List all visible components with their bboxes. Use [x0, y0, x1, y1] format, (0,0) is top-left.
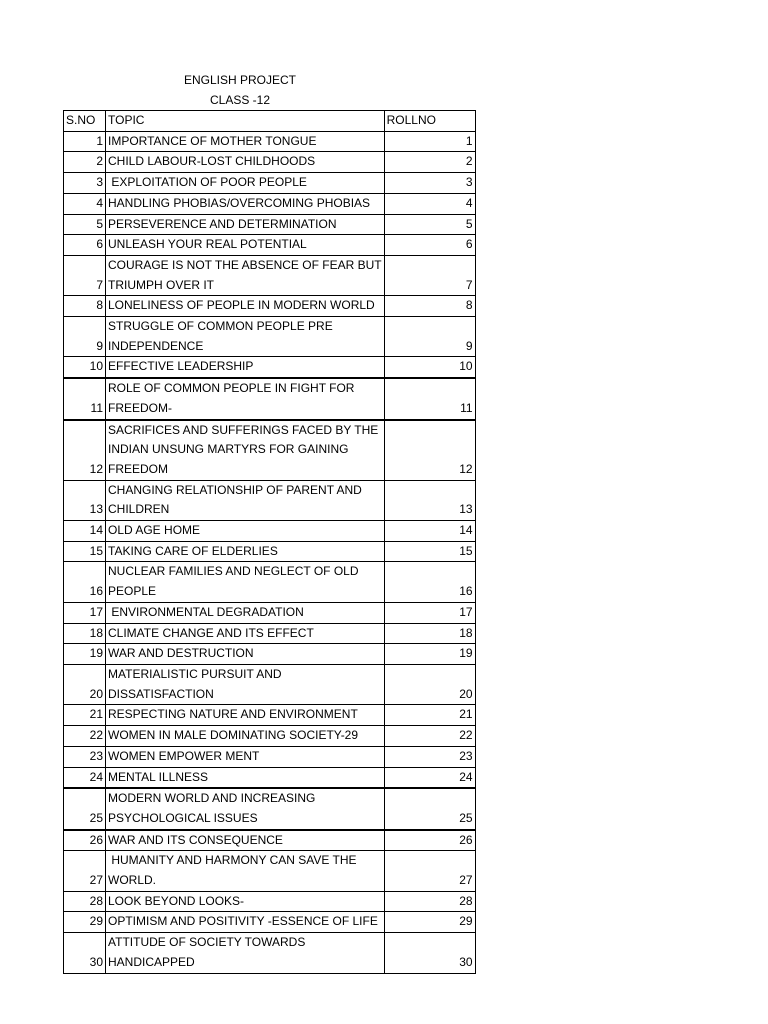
- topic-line: LOOK BEYOND LOOKS-: [108, 893, 245, 908]
- column-header-topic: TOPIC: [106, 111, 385, 132]
- roll-number-cell: 19: [384, 644, 475, 665]
- topic-cell: [106, 933, 385, 973]
- topic-line: EFFECTIVE LEADERSHIP: [108, 359, 254, 374]
- serial-number-cell: 26: [64, 830, 106, 851]
- topic-line: EXPLOITATION OF POOR PEOPLE: [108, 175, 307, 190]
- table-row: [64, 193, 476, 214]
- topic-line: HANDICAPPED: [108, 954, 195, 969]
- table-row: [64, 623, 476, 644]
- topic-line: HANDLING PHOBIAS/OVERCOMING PHOBIAS: [108, 195, 371, 210]
- topic-line: ROLE OF COMMON PEOPLE IN FIGHT FOR: [108, 381, 355, 396]
- topic-line: SACRIFICES AND SUFFERINGS FACED BY THE: [108, 422, 379, 437]
- serial-number-cell: 30: [64, 933, 106, 973]
- roll-number-cell: 11: [384, 378, 475, 419]
- table-row: [64, 788, 476, 829]
- table-row: [64, 767, 476, 788]
- serial-number-cell: 28: [64, 891, 106, 912]
- table-row: [64, 255, 476, 295]
- topic-cell: [106, 131, 385, 152]
- topic-cell: [106, 317, 385, 357]
- roll-number-cell: 26: [384, 830, 475, 851]
- roll-number-cell: 13: [384, 480, 475, 520]
- roll-number-cell: 21: [384, 705, 475, 726]
- table-row: [64, 891, 476, 912]
- serial-number-cell: 14: [64, 521, 106, 542]
- roll-number-cell: 7: [384, 255, 475, 295]
- topic-cell: [106, 562, 385, 602]
- topic-line: WAR AND DESTRUCTION: [108, 646, 254, 661]
- serial-number-cell: 10: [64, 357, 106, 378]
- topic-cell: [106, 235, 385, 256]
- topic-cell: [106, 193, 385, 214]
- serial-number-cell: 12: [64, 420, 106, 481]
- roll-number-cell: 5: [384, 214, 475, 235]
- topic-line: FREEDOM-: [108, 400, 172, 415]
- serial-number-cell: 23: [64, 746, 106, 767]
- topic-line: OLD AGE HOME: [108, 523, 201, 538]
- roll-number-cell: 24: [384, 767, 475, 788]
- serial-number-cell: 24: [64, 767, 106, 788]
- topic-cell: [106, 664, 385, 704]
- roll-number-cell: 2: [384, 152, 475, 173]
- table-row: [64, 726, 476, 747]
- serial-number-cell: 6: [64, 235, 106, 256]
- table-row: [64, 521, 476, 542]
- topic-line: WOMEN EMPOWER MENT: [108, 748, 260, 763]
- topic-line: STRUGGLE OF COMMON PEOPLE PRE: [108, 319, 333, 334]
- table-row: [64, 851, 476, 891]
- roll-number-cell: 25: [384, 788, 475, 829]
- topic-line: INDIAN UNSUNG MARTYRS FOR GAINING: [108, 442, 349, 457]
- topic-cell: [106, 851, 385, 891]
- topic-cell: [106, 521, 385, 542]
- roll-number-cell: 10: [384, 357, 475, 378]
- roll-number-cell: 14: [384, 521, 475, 542]
- table-row: [64, 912, 476, 933]
- topic-cell: [106, 420, 385, 481]
- topic-line: FREEDOM: [108, 461, 168, 476]
- topic-line: INDEPENDENCE: [108, 338, 204, 353]
- topic-cell: [106, 173, 385, 194]
- serial-number-cell: 1: [64, 131, 106, 152]
- topic-line: WORLD.: [108, 873, 156, 888]
- roll-number-cell: 18: [384, 623, 475, 644]
- table-row: [64, 296, 476, 317]
- topic-line: ATTITUDE OF SOCIETY TOWARDS: [108, 935, 306, 950]
- topic-line: DISSATISFACTION: [108, 686, 214, 701]
- topic-line: TAKING CARE OF ELDERLIES: [108, 543, 278, 558]
- topic-line: PEOPLE: [108, 584, 157, 599]
- topic-line: CHILDREN: [108, 502, 170, 517]
- topic-cell: [106, 602, 385, 623]
- table-row: [64, 705, 476, 726]
- serial-number-cell: 9: [64, 317, 106, 357]
- table-row: [64, 933, 476, 973]
- table-row: [64, 602, 476, 623]
- table-row: [64, 173, 476, 194]
- document-title: ENGLISH PROJECT: [183, 73, 297, 87]
- topic-cell: [106, 541, 385, 562]
- table-row: [64, 317, 476, 357]
- topic-cell: [106, 705, 385, 726]
- table-row: [64, 541, 476, 562]
- serial-number-cell: 25: [64, 788, 106, 829]
- table-row: [64, 131, 476, 152]
- topic-line: COURAGE IS NOT THE ABSENCE OF FEAR BUT: [108, 257, 382, 272]
- roll-number-cell: 22: [384, 726, 475, 747]
- serial-number-cell: 18: [64, 623, 106, 644]
- topic-cell: [106, 767, 385, 788]
- column-header-rollno: ROLLNO: [384, 111, 475, 132]
- serial-number-cell: 4: [64, 193, 106, 214]
- topic-line: CLIMATE CHANGE AND ITS EFFECT: [108, 625, 314, 640]
- roll-number-cell: 9: [384, 317, 475, 357]
- column-header-sno: S.NO: [64, 111, 106, 132]
- topic-line: WOMEN IN MALE DOMINATING SOCIETY-29: [108, 728, 359, 743]
- topic-cell: [106, 378, 385, 419]
- serial-number-cell: 11: [64, 378, 106, 419]
- table-header-row: [64, 111, 476, 132]
- table-row: [64, 664, 476, 704]
- roll-number-cell: 6: [384, 235, 475, 256]
- document-subtitle: CLASS -12: [209, 93, 271, 107]
- roll-number-cell: 4: [384, 193, 475, 214]
- serial-number-cell: 19: [64, 644, 106, 665]
- topic-line: MENTAL ILLNESS: [108, 769, 209, 784]
- topic-line: PSYCHOLOGICAL ISSUES: [108, 810, 258, 825]
- topic-line: WAR AND ITS CONSEQUENCE: [108, 832, 283, 847]
- topic-cell: [106, 726, 385, 747]
- table-row: [64, 357, 476, 378]
- roll-number-cell: 1: [384, 131, 475, 152]
- serial-number-cell: 22: [64, 726, 106, 747]
- topic-cell: [106, 623, 385, 644]
- topic-line: RESPECTING NATURE AND ENVIRONMENT: [108, 707, 358, 722]
- roll-number-cell: 8: [384, 296, 475, 317]
- topic-cell: [106, 788, 385, 829]
- table-row: [64, 480, 476, 520]
- roll-number-cell: 27: [384, 851, 475, 891]
- topic-cell: [106, 891, 385, 912]
- topic-cell: [106, 644, 385, 665]
- topic-line: TRIUMPH OVER IT: [108, 277, 215, 292]
- topics-table: [63, 110, 476, 974]
- topic-cell: [106, 152, 385, 173]
- roll-number-cell: 20: [384, 664, 475, 704]
- serial-number-cell: 13: [64, 480, 106, 520]
- topic-line: IMPORTANCE OF MOTHER TONGUE: [108, 133, 317, 148]
- topic-line: ENVIRONMENTAL DEGRADATION: [108, 604, 304, 619]
- topic-line: MATERIALISTIC PURSUIT AND: [108, 666, 282, 681]
- topic-cell: [106, 830, 385, 851]
- topic-line: NUCLEAR FAMILIES AND NEGLECT OF OLD: [108, 564, 359, 579]
- roll-number-cell: 23: [384, 746, 475, 767]
- serial-number-cell: 5: [64, 214, 106, 235]
- topic-cell: [106, 214, 385, 235]
- topic-cell: [106, 255, 385, 295]
- topic-cell: [106, 296, 385, 317]
- serial-number-cell: 7: [64, 255, 106, 295]
- topic-line: OPTIMISM AND POSITIVITY -ESSENCE OF LIFE: [108, 914, 378, 929]
- table-row: [64, 235, 476, 256]
- table-row: [64, 152, 476, 173]
- roll-number-cell: 12: [384, 420, 475, 481]
- serial-number-cell: 15: [64, 541, 106, 562]
- roll-number-cell: 28: [384, 891, 475, 912]
- table-row: [64, 214, 476, 235]
- topic-line: CHANGING RELATIONSHIP OF PARENT AND: [108, 482, 362, 497]
- topic-cell: [106, 912, 385, 933]
- serial-number-cell: 8: [64, 296, 106, 317]
- serial-number-cell: 16: [64, 562, 106, 602]
- topic-line: CHILD LABOUR-LOST CHILDHOODS: [108, 154, 316, 169]
- roll-number-cell: 3: [384, 173, 475, 194]
- table-row: [64, 746, 476, 767]
- serial-number-cell: 29: [64, 912, 106, 933]
- topic-line: MODERN WORLD AND INCREASING: [108, 791, 316, 806]
- table-row: [64, 644, 476, 665]
- serial-number-cell: 17: [64, 602, 106, 623]
- topic-line: HUMANITY AND HARMONY CAN SAVE THE: [108, 853, 357, 868]
- serial-number-cell: 3: [64, 173, 106, 194]
- roll-number-cell: 29: [384, 912, 475, 933]
- roll-number-cell: 16: [384, 562, 475, 602]
- topic-line: PERSEVERENCE AND DETERMINATION: [108, 216, 337, 231]
- topic-line: UNLEASH YOUR REAL POTENTIAL: [108, 237, 307, 252]
- topic-cell: [106, 480, 385, 520]
- serial-number-cell: 20: [64, 664, 106, 704]
- roll-number-cell: 30: [384, 933, 475, 973]
- roll-number-cell: 17: [384, 602, 475, 623]
- table-row: [64, 830, 476, 851]
- serial-number-cell: 2: [64, 152, 106, 173]
- serial-number-cell: 21: [64, 705, 106, 726]
- topic-cell: [106, 357, 385, 378]
- table-row: [64, 562, 476, 602]
- serial-number-cell: 27: [64, 851, 106, 891]
- topic-cell: [106, 746, 385, 767]
- topic-line: LONELINESS OF PEOPLE IN MODERN WORLD: [108, 298, 375, 313]
- table-row: [64, 420, 476, 481]
- roll-number-cell: 15: [384, 541, 475, 562]
- table-row: [64, 378, 476, 419]
